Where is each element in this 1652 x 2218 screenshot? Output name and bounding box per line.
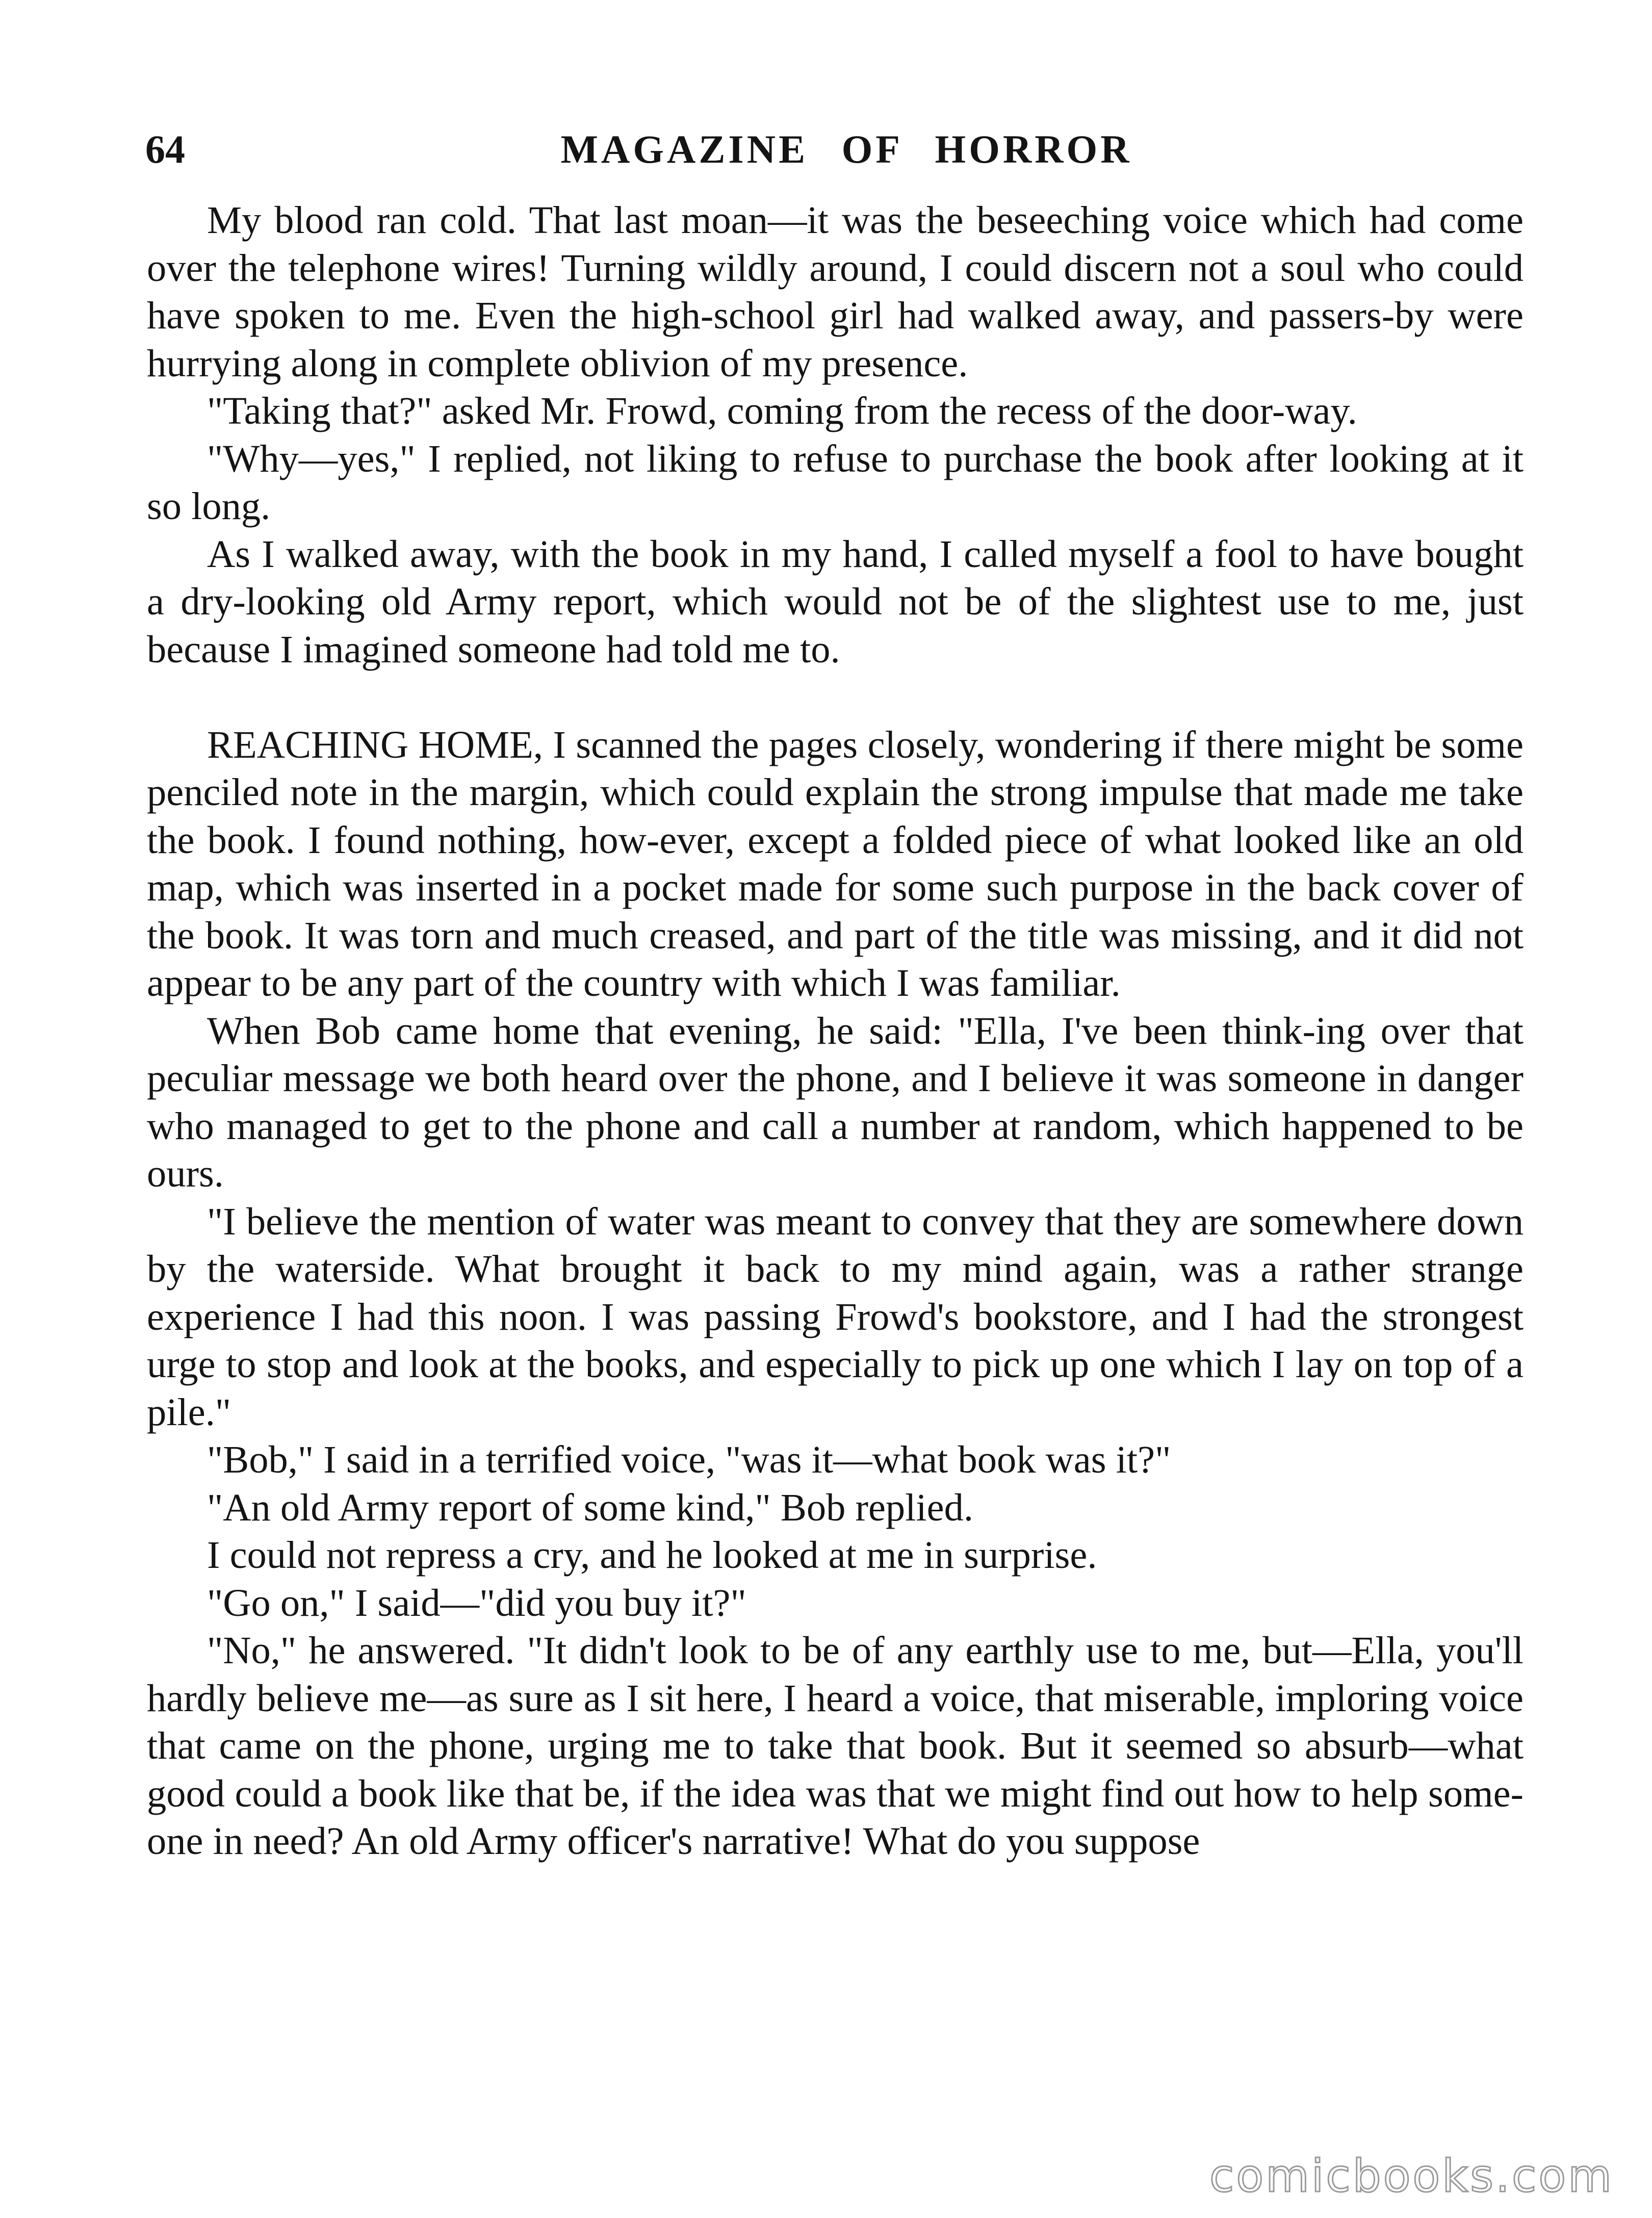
paragraph: "Bob," I said in a terrified voice, "was it—what book was it?": [207, 1438, 1171, 1481]
paragraph: "I believe the mention of water was meant to convey that they are somewhere down by the waterside. What brought it back to my mind again, was a rather strange experience I had this noon. I was passing Frowd's bookstore, and I had the strongest urge to stop and look at the books, and especially to pick up one which I lay on top of a pile.": [147, 1199, 1524, 1434]
paragraph: "Taking that?" asked Mr. Frowd, coming from the recess of the door-way.: [207, 389, 1357, 432]
paragraph: As I walked away, with the book in my hand, I called myself a fool to have bought a dry-looking old Army report, which would not be of the slightest use to me, just because I imagined someone had told me to.: [147, 532, 1524, 671]
running-title: MAGAZINE OF HORROR: [560, 127, 1132, 171]
paragraph: "An old Army report of some kind," Bob replied.: [207, 1485, 973, 1529]
story-text: [147, 196, 1524, 1865]
page-header: [145, 121, 1527, 177]
page-number: 64: [145, 127, 185, 171]
watermark: comicbooks.com: [1209, 2150, 1614, 2202]
paragraph: "Go on," I said—"did you buy it?": [207, 1581, 746, 1624]
paragraph: REACHING HOME, I scanned the pages closely, wondering if there might be some penciled note in the margin, which could explain the strong impulse that made me take the book. I found nothing, how-ever, except a folded piece of what looked like an old map, which was inserted in a pocket made for some such purpose in the back cover of the book. It was torn and much creased, and part of the title was missing, and it did not appear to be any part of the country with which I was familiar.: [147, 723, 1524, 1004]
paragraph: "Why—yes," I replied, not liking to refuse to purchase the book after looking at it so long.: [147, 436, 1524, 528]
paragraph: When Bob came home that evening, he said: "Ella, I've been think-ing over that peculiar message we both heard over the phone, and I believe it was someone in danger who managed to get to the phone and call a number at random, which happened to be ours.: [147, 1009, 1524, 1195]
paragraph: "No," he answered. "It didn't look to be of any earthly use to me, but—Ella, you'll hardly believe me—as sure as I sit here, I heard a voice, that miserable, imploring voice that came on the phone, urging me to take that book. But it seemed so absurb—what good could a book like that be, if the idea was that we might find out how to help some-one in need? An old Army officer's narrative! What do you suppose: [147, 1629, 1524, 1863]
paragraph: I could not repress a cry, and he looked at me in surprise.: [207, 1533, 1097, 1577]
paragraph: My blood ran cold. That last moan—it was the beseeching voice which had come over the telephone wires! Turning wildly around, I could discern not a soul who could have spoken to me. Even the high-school girl had walked away, and passers-by were hurrying along in complete oblivion of my presence.: [147, 198, 1524, 385]
